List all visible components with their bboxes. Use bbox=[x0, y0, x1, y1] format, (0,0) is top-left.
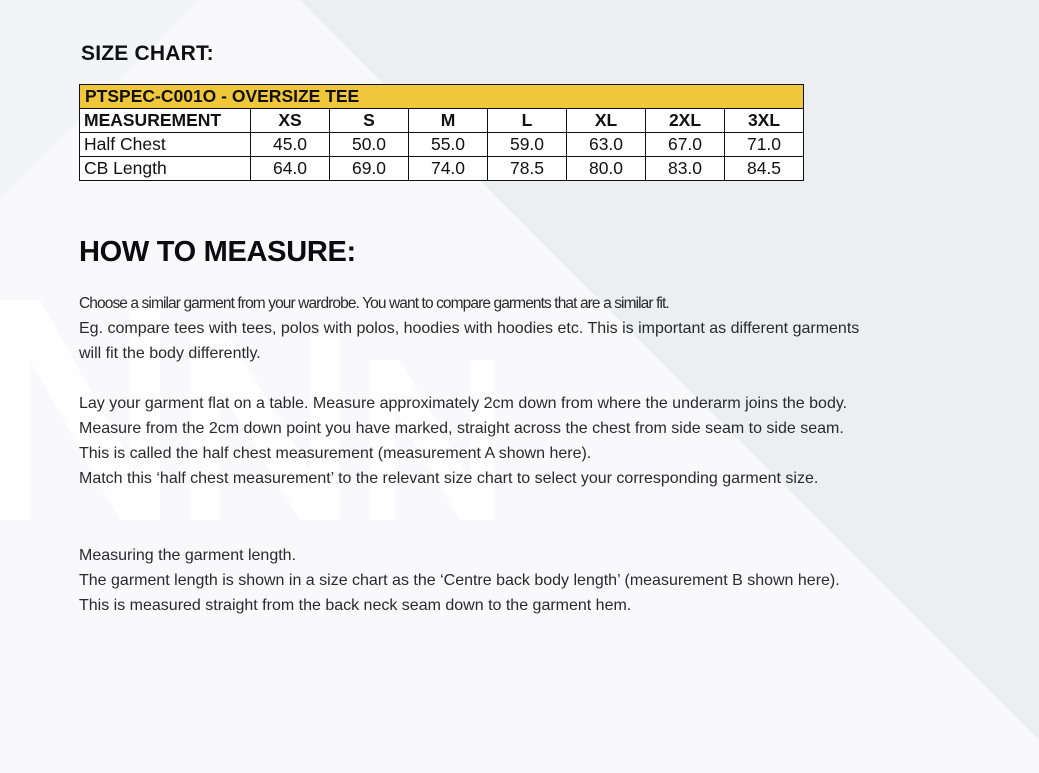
header-size-xl: XL bbox=[567, 109, 646, 133]
size-chart-heading: SIZE CHART: bbox=[81, 42, 214, 65]
instruction-line: This is called the half chest measurement (measurement A shown here). bbox=[79, 445, 592, 462]
instruction-line: Measure from the 2cm down point you have marked, straight across the chest from side seam to side seam. bbox=[79, 420, 844, 437]
table-cell: 59.0 bbox=[488, 133, 567, 157]
header-size-l: L bbox=[488, 109, 567, 133]
table-cell: 71.0 bbox=[725, 133, 804, 157]
header-size-m: M bbox=[409, 109, 488, 133]
instruction-line: This is measured straight from the back neck seam down to the garment hem. bbox=[79, 597, 632, 614]
instruction-line: Lay your garment flat on a table. Measure approximately 2cm down from where the underarm joins the body. bbox=[79, 395, 848, 412]
table-cell: 74.0 bbox=[409, 157, 488, 181]
size-chart-table bbox=[79, 84, 804, 181]
table-header-row bbox=[80, 109, 804, 133]
header-measurement: MEASUREMENT bbox=[80, 109, 251, 133]
header-size-2xl: 2XL bbox=[646, 109, 725, 133]
table-cell: 67.0 bbox=[646, 133, 725, 157]
table-cell: 84.5 bbox=[725, 157, 804, 181]
instructions-paragraph-1 bbox=[79, 291, 859, 366]
header-size-s: S bbox=[330, 109, 409, 133]
table-cell: 63.0 bbox=[567, 133, 646, 157]
header-size-xs: XS bbox=[251, 109, 330, 133]
table-cell: 55.0 bbox=[409, 133, 488, 157]
instruction-line: will fit the body differently. bbox=[79, 345, 261, 362]
instruction-line: The garment length is shown in a size chart as the ‘Centre back body length’ (measurement B shown here). bbox=[79, 572, 840, 589]
table-cell: 83.0 bbox=[646, 157, 725, 181]
table-cell: 69.0 bbox=[330, 157, 409, 181]
how-to-measure-heading: HOW TO MEASURE: bbox=[79, 236, 356, 268]
product-title: PTSPEC-C001O - OVERSIZE TEE bbox=[80, 85, 804, 109]
instruction-line: Eg. compare tees with tees, polos with polos, hoodies with hoodies etc. This is important as different garments bbox=[79, 320, 860, 337]
table-cell: 45.0 bbox=[251, 133, 330, 157]
table-row bbox=[80, 133, 804, 157]
instruction-line: Measuring the garment length. bbox=[79, 547, 297, 564]
instructions-paragraph-3 bbox=[79, 543, 840, 618]
instructions-paragraph-2 bbox=[79, 391, 847, 491]
table-cell: 78.5 bbox=[488, 157, 567, 181]
header-size-3xl: 3XL bbox=[725, 109, 804, 133]
table-cell: 80.0 bbox=[567, 157, 646, 181]
table-title-row bbox=[80, 85, 804, 109]
instruction-line: Choose a similar garment from your wardrobe. You want to compare garments that are a similar fit. bbox=[79, 295, 669, 312]
instruction-line: Match this ‘half chest measurement’ to the relevant size chart to select your corresponding garment size. bbox=[79, 470, 819, 487]
table-cell: 50.0 bbox=[330, 133, 409, 157]
table-cell: 64.0 bbox=[251, 157, 330, 181]
row-label-half-chest: Half Chest bbox=[80, 133, 251, 157]
table-row bbox=[80, 157, 804, 181]
row-label-cb-length: CB Length bbox=[80, 157, 251, 181]
